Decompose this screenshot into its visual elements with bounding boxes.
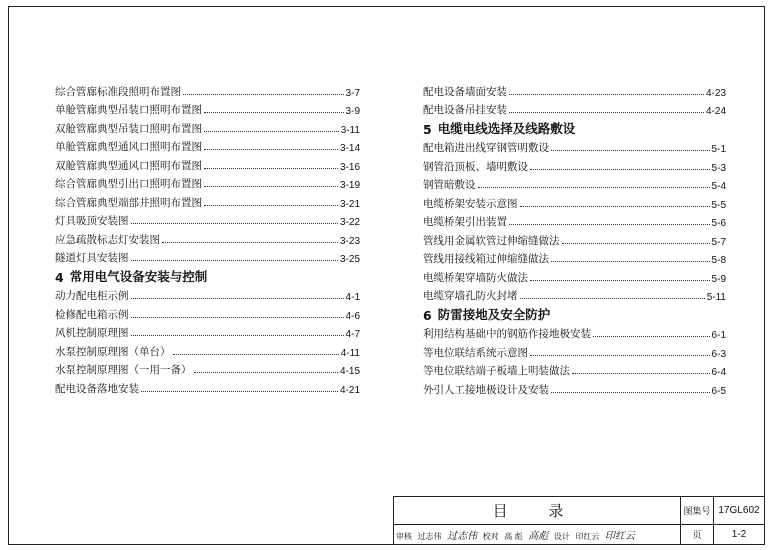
leader-dots: [204, 205, 338, 206]
toc-entry-title: 外引人工接地极设计及安装: [423, 383, 549, 396]
section-number: 4: [55, 269, 64, 285]
toc-entry-title: 利用结构基础中的钢筋作接地极安装: [423, 328, 591, 340]
toc-entry-page: 6-1: [711, 330, 726, 341]
toc-entry-page: 5-1: [711, 144, 726, 155]
toc-entry-title: 隧道灯具安装图: [55, 252, 129, 264]
design-name: 印红云: [575, 532, 600, 542]
toc-entry-page: 5-5: [711, 199, 726, 211]
toc-entry: [55, 210, 360, 229]
toc-entry-title: 单舱管廊典型通风口照明布置图: [55, 141, 202, 153]
toc-entry-page: 5-3: [711, 162, 726, 174]
toc-entry: [423, 285, 726, 304]
leader-dots: [131, 317, 344, 318]
leader-dots: [173, 354, 339, 355]
page-number: 1-2: [714, 525, 765, 545]
toc-entry-page: 3-11: [340, 124, 360, 136]
toc-entry-title: 钢管暗敷设: [423, 179, 476, 191]
toc-entry: [423, 248, 726, 267]
check-name: 高 彪: [504, 532, 523, 542]
leader-dots: [520, 298, 705, 299]
toc-entry: [55, 322, 360, 341]
toc-entry: [423, 174, 726, 193]
toc-entry: [55, 303, 360, 322]
toc-entry-page: 3-23: [339, 235, 360, 247]
atlas-number-label: 图集号: [681, 497, 714, 525]
toc-entry-title: 综合管廊典型端部井照明布置图: [55, 196, 202, 209]
leader-dots: [131, 335, 344, 336]
toc-entry-page: 3-22: [339, 217, 360, 228]
leader-dots: [530, 169, 710, 170]
toc-entry-title: 配电设备吊挂安装: [423, 104, 507, 116]
section-title: 防雷接地及安全防护: [437, 306, 551, 322]
toc-entry-title: 电缆桥架引出装置: [423, 216, 507, 228]
toc-entry-page: 3-21: [339, 198, 360, 210]
toc-entry-page: 5-7: [711, 236, 726, 248]
title-block-title: 目 录: [394, 497, 681, 525]
toc-entry: [55, 377, 360, 396]
toc-list-section-4: [55, 285, 360, 396]
leader-dots: [509, 224, 710, 225]
toc-entry-title: 检修配电箱示例: [55, 308, 129, 321]
toc-entry-page: 4-15: [339, 366, 360, 377]
toc-entry-title: 双舱管廊典型通风口照明布置图: [55, 159, 202, 172]
toc-entry-page: 5-11: [706, 292, 726, 303]
toc-entry-page: 3-9: [345, 106, 360, 117]
toc-entry-page: 6-3: [711, 348, 726, 360]
leader-dots: [551, 392, 710, 393]
toc-entry: [423, 360, 726, 379]
review-signature: 过志伟: [447, 531, 478, 543]
section-number: 5: [423, 121, 432, 137]
leader-dots: [194, 372, 338, 373]
leader-dots: [530, 280, 710, 281]
toc-entry-page: 4-11: [340, 347, 360, 359]
leader-dots: [593, 336, 710, 337]
design-label: 设计: [553, 532, 570, 542]
leader-dots: [131, 223, 338, 224]
toc-entry: [55, 154, 360, 173]
toc-entry-title: 综合管廊标准段照明布置图: [55, 85, 181, 98]
leader-dots: [478, 187, 710, 188]
toc-entry-page: 4-21: [339, 384, 360, 396]
toc-entry: [423, 378, 726, 397]
signature-row: [394, 525, 681, 545]
toc-entry-title: 管线用接线箱过伸缩缝做法: [423, 253, 549, 265]
toc-entry-page: 3-25: [339, 254, 360, 265]
toc-right-column: [423, 80, 726, 397]
toc-entry-page: 3-14: [339, 143, 360, 154]
toc-entry-title: 电缆桥架安装示意图: [423, 197, 518, 210]
toc-entry: [423, 323, 726, 342]
toc-entry-title: 配电箱进出线穿钢管明敷设: [423, 142, 549, 154]
toc-entry-page: 3-19: [339, 180, 360, 191]
check-label: 校对: [482, 532, 499, 542]
toc-entry: [423, 99, 726, 118]
toc-entry-title: 水泵控制原理图（一用一备）: [55, 364, 192, 376]
toc-entry-title: 配电设备墙面安装: [423, 85, 507, 98]
leader-dots: [204, 112, 344, 113]
section-heading-6: [423, 303, 726, 323]
toc-entry: [55, 80, 360, 99]
toc-entry-title: 配电设备落地安装: [55, 382, 139, 395]
toc-entry-page: 3-16: [339, 161, 360, 173]
toc-entry-page: 4-24: [705, 106, 726, 117]
toc-entry-title: 钢管沿顶板、墙明敷设: [423, 160, 528, 173]
toc-entry-title: 电缆桥架穿墙防火做法: [423, 271, 528, 284]
toc-entry: [423, 137, 726, 156]
toc-entry-page: 5-6: [711, 218, 726, 229]
leader-dots: [204, 131, 339, 132]
toc-entry: [55, 117, 360, 136]
toc-entry-page: 4-6: [345, 310, 360, 322]
toc-entry: [55, 99, 360, 118]
leader-dots: [204, 186, 338, 187]
leader-dots: [530, 355, 710, 356]
leader-dots: [562, 243, 710, 244]
toc-entry-page: 4-23: [705, 87, 726, 99]
toc-entry-title: 水泵控制原理图（单台）: [55, 345, 171, 358]
toc-entry-page: 3-7: [345, 87, 360, 99]
toc-entry-title: 灯具吸顶安装图: [55, 215, 129, 227]
leader-dots: [141, 391, 338, 392]
leader-dots: [520, 206, 710, 207]
toc-left-column: [55, 80, 360, 396]
toc-entry-page: 5-9: [711, 273, 726, 285]
toc-entry-page: 5-8: [711, 255, 726, 266]
leader-dots: [131, 260, 338, 261]
leader-dots: [131, 298, 344, 299]
toc-entry: [55, 173, 360, 192]
toc-entry: [55, 228, 360, 247]
leader-dots: [204, 149, 338, 150]
title-block: [393, 496, 765, 545]
leader-dots: [572, 373, 710, 374]
toc-entry: [423, 266, 726, 285]
toc-entry-title: 动力配电柜示例: [55, 290, 129, 302]
toc-entry: [55, 359, 360, 378]
toc-entry: [423, 341, 726, 360]
toc-entry: [423, 211, 726, 230]
leader-dots: [509, 112, 704, 113]
toc-entry-title: 风机控制原理图: [55, 327, 129, 339]
toc-entry: [423, 80, 726, 99]
toc-list-section-5: [423, 137, 726, 304]
toc-entry-page: 5-4: [711, 181, 726, 192]
toc-entry-title: 管线用金属软管过伸缩缝做法: [423, 234, 560, 247]
leader-dots: [162, 242, 338, 243]
leader-dots: [509, 94, 704, 95]
toc-list-left: [55, 80, 360, 265]
toc-entry-page: 6-5: [711, 385, 726, 397]
toc-entry-page: 4-7: [345, 329, 360, 340]
toc-entry-title: 等电位联结系统示意图: [423, 346, 528, 359]
toc-entry-title: 应急疏散标志灯安装图: [55, 233, 160, 246]
toc-entry-page: 6-4: [711, 367, 726, 378]
section-title: 电缆电线选择及线路敷设: [437, 120, 576, 136]
toc-entry: [55, 340, 360, 359]
section-number: 6: [423, 307, 432, 323]
toc-entry-title: 双舱管廊典型吊装口照明布置图: [55, 122, 202, 135]
review-label: 审核: [396, 532, 412, 542]
toc-entry-title: 综合管廊典型引出口照明布置图: [55, 178, 202, 190]
toc-list-section-6: [423, 323, 726, 397]
toc-entry-title: 电缆穿墙孔防火封堵: [423, 290, 518, 302]
section-heading-5: [423, 117, 726, 137]
section-heading-4: [55, 265, 360, 285]
leader-dots: [183, 94, 344, 95]
review-name: 过志伟: [417, 532, 442, 542]
toc-entry-title: 等电位联结端子板墙上明装做法: [423, 365, 570, 377]
toc-entry: [55, 247, 360, 266]
atlas-number: 17GL602: [714, 497, 765, 525]
toc-entry: [55, 285, 360, 304]
toc-entry: [423, 229, 726, 248]
toc-entry: [55, 136, 360, 155]
toc-entry-title: 单舱管廊典型吊装口照明布置图: [55, 104, 202, 116]
leader-dots: [204, 168, 338, 169]
check-signature: 高彪: [528, 531, 549, 543]
leader-dots: [551, 150, 710, 151]
toc-list-right-top: [423, 80, 726, 117]
page-label: 页: [681, 525, 714, 545]
toc-entry: [423, 155, 726, 174]
toc-entry: [55, 191, 360, 210]
toc-entry-page: 4-1: [345, 292, 360, 303]
design-signature: 印红云: [604, 531, 635, 543]
leader-dots: [551, 261, 710, 262]
toc-entry: [423, 192, 726, 211]
section-title: 常用电气设备安装与控制: [69, 268, 208, 284]
